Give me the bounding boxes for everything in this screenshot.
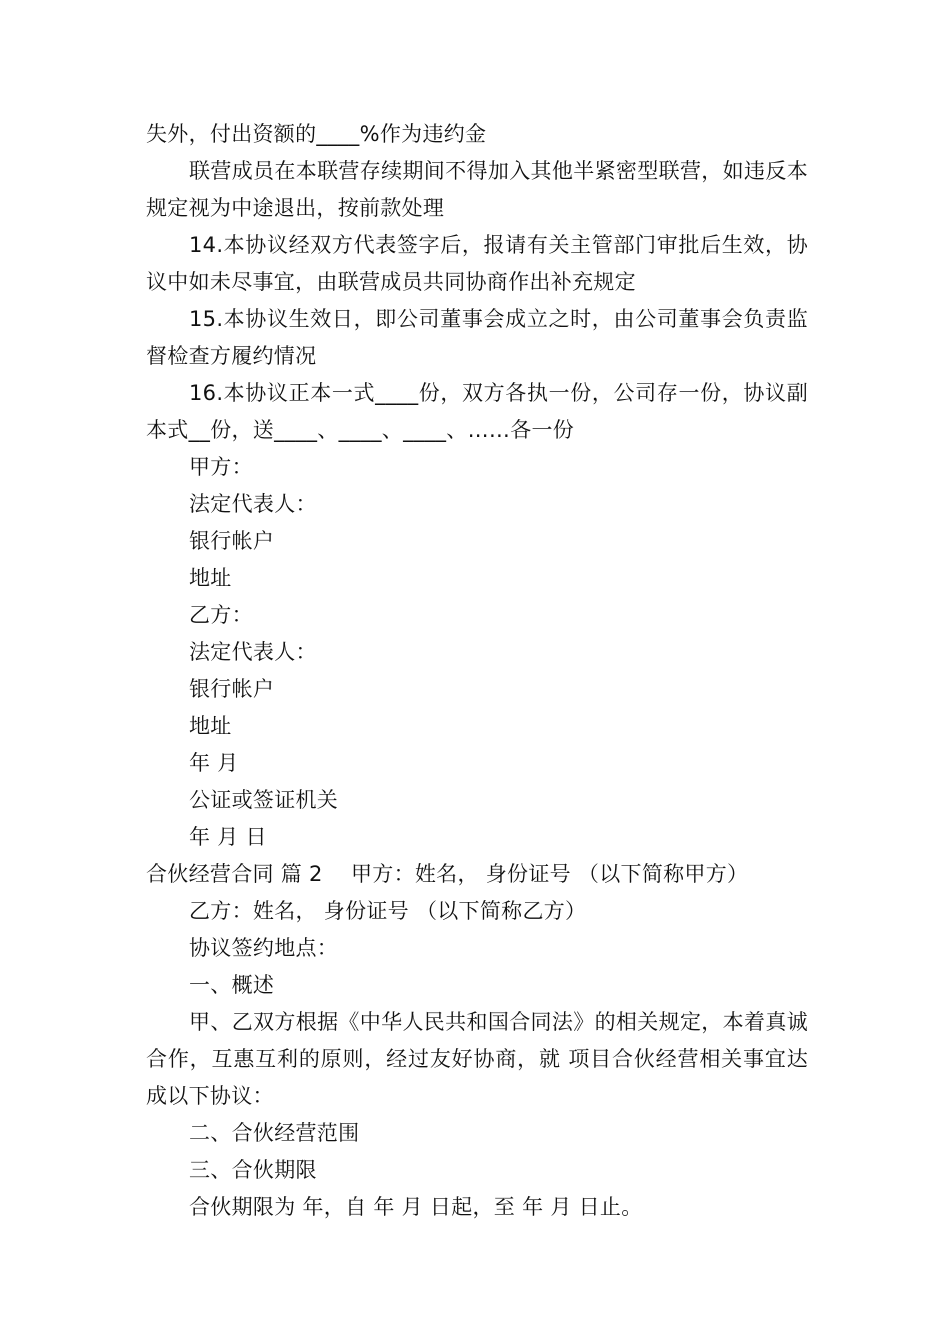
date-year-month: 年 月 — [189, 751, 239, 775]
section-scope-heading: 二、合伙经营范围 — [189, 1121, 360, 1145]
paragraph-clause-14: 14.本协议经双方代表签字后，报请有关主管部门审批后生效，协议中如未尽事宜，由联营成员共同协商作出补充规定 — [146, 233, 808, 294]
paragraph-clause-16: 16.本协议正本一式____份，双方各执一份，公司存一份，协议副本式__份，送____、____、____、……各一份 — [146, 381, 808, 442]
party-b-legal-rep: 法定代表人： — [189, 640, 317, 664]
party-b-label: 乙方： — [189, 603, 253, 627]
date-year-month-day: 年 月 日 — [189, 825, 267, 849]
party-a-legal-rep: 法定代表人： — [189, 492, 317, 516]
party-b-bank-account: 银行帐户 — [189, 677, 275, 701]
notary-authority: 公证或签证机关 — [189, 788, 339, 812]
paragraph-membership-rule: 联营成员在本联营存续期间不得加入其他半紧密型联营，如违反本规定视为中途退出，按前款处理 — [146, 159, 808, 220]
document-body — [146, 116, 808, 1226]
party-a-address: 地址 — [189, 566, 232, 590]
contract-2-heading: 合伙经营合同 篇 2 甲方：姓名， 身份证号 （以下简称甲方） — [146, 862, 749, 886]
party-a-label: 甲方： — [189, 455, 253, 479]
paragraph-overview: 甲、乙双方根据《中华人民共和国合同法》的相关规定，本着真诚合作，互惠互利的原则，经过友好协商，就 项目合伙经营相关事宜达成以下协议： — [146, 1010, 808, 1108]
signing-location: 协议签约地点： — [189, 936, 339, 960]
party-b-identity: 乙方：姓名， 身份证号 （以下简称乙方） — [189, 899, 587, 923]
party-b-address: 地址 — [189, 714, 232, 738]
section-overview-heading: 一、概述 — [189, 973, 275, 997]
party-a-bank-account: 银行帐户 — [189, 529, 275, 553]
section-term-heading: 三、合伙期限 — [189, 1158, 317, 1182]
paragraph-clause-15: 15.本协议生效日，即公司董事会成立之时，由公司董事会负责监督检查方履约情况 — [146, 307, 808, 368]
paragraph-term: 合伙期限为 年，自 年 月 日起，至 年 月 日止。 — [189, 1195, 643, 1219]
paragraph-penalty: 失外，付出资额的____%作为违约金 — [146, 122, 487, 146]
